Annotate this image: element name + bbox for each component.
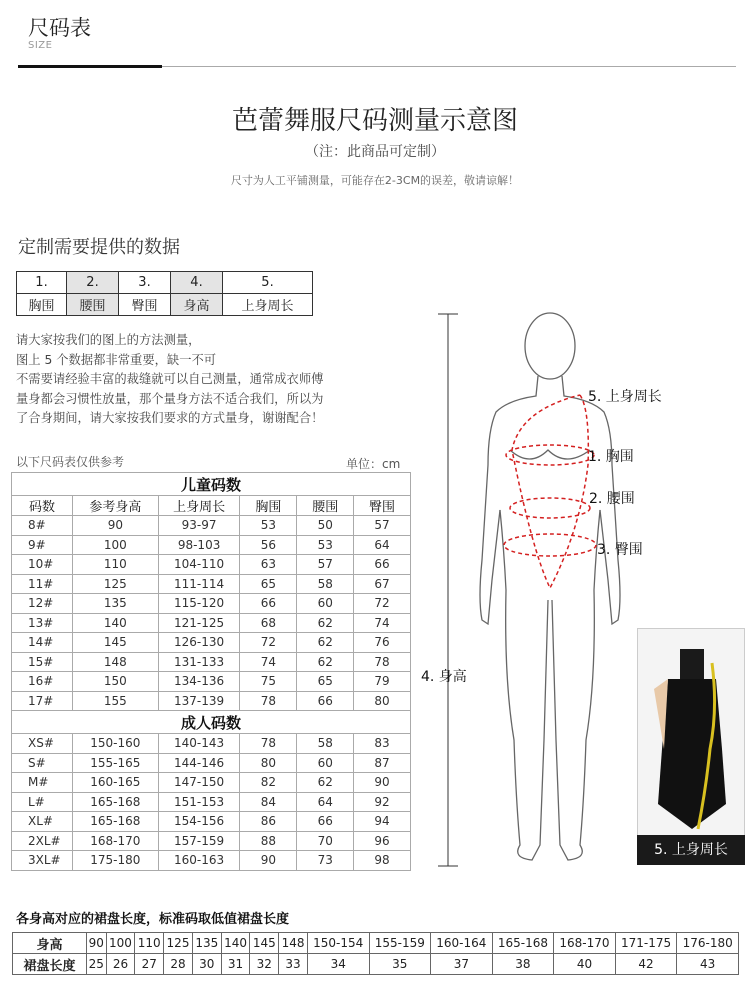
table-cell: 137-139 (158, 691, 240, 711)
column-header: 参考身高 (72, 496, 158, 516)
table-cell: 165-168 (72, 812, 158, 832)
measure-number: 4. (171, 272, 223, 294)
column-header: 码数 (12, 496, 73, 516)
table-cell: 79 (354, 672, 411, 692)
table-cell: 110 (72, 555, 158, 575)
size-table (11, 472, 411, 871)
table-cell: 135 (72, 594, 158, 614)
column-header: 腰围 (297, 496, 354, 516)
table-cell: 171-175 (615, 933, 677, 954)
table-row (12, 792, 411, 812)
instructions (16, 331, 416, 429)
column-header: 臀围 (354, 496, 411, 516)
table-cell: 25 (87, 954, 107, 975)
table-cell: 145 (250, 933, 279, 954)
table-cell: 66 (354, 555, 411, 575)
table-cell: 98-103 (158, 535, 240, 555)
kids-size-caption: 儿童码数 (12, 473, 411, 496)
table-row (12, 555, 411, 575)
leotard-photo (637, 628, 745, 865)
page-header-subtitle: SIZE (28, 40, 53, 51)
table-cell: 74 (240, 652, 297, 672)
table-cell: 100 (72, 535, 158, 555)
table-cell: 43 (677, 954, 739, 975)
measure-number: 1. (17, 272, 67, 294)
table-cell: 27 (135, 954, 164, 975)
table-cell: 90 (72, 516, 158, 536)
table-cell: 111-114 (158, 574, 240, 594)
table-cell: 88 (240, 831, 297, 851)
table-cell: 86 (240, 812, 297, 832)
table-cell: 14# (12, 633, 73, 653)
table-cell: 58 (297, 734, 354, 754)
size-table-header-row (12, 496, 411, 516)
table-cell: 58 (297, 574, 354, 594)
table-cell: 32 (250, 954, 279, 975)
measure-guides (504, 395, 596, 588)
table-cell: 12# (12, 594, 73, 614)
table-cell: 78 (354, 652, 411, 672)
disclaimer: 尺寸为人工平铺测量，可能存在2-3CM的误差，敬请谅解！ (230, 174, 520, 187)
main-title: 芭蕾舞服尺码测量示意图 (231, 106, 518, 136)
header-divider-accent (18, 65, 162, 68)
table-row (12, 773, 411, 793)
table-cell: 93-97 (158, 516, 240, 536)
table-cell: 35 (369, 954, 431, 975)
leotard-image (638, 629, 745, 865)
table-cell: 66 (240, 594, 297, 614)
table-row (12, 812, 411, 832)
measurement-items-table (16, 271, 313, 316)
table-cell: 17# (12, 691, 73, 711)
table-cell: 110 (135, 933, 164, 954)
table-cell: 148 (72, 652, 158, 672)
measure-item: 腰围 (67, 294, 119, 316)
photo-caption: 5. 上身周长 (637, 835, 745, 865)
table-cell: 50 (297, 516, 354, 536)
table-cell: 10# (12, 555, 73, 575)
waist-label: 2. 腰围 (589, 491, 635, 507)
measure-item: 上身周长 (223, 294, 313, 316)
table-cell: 57 (354, 516, 411, 536)
table-cell: 176-180 (677, 933, 739, 954)
measure-number: 2. (67, 272, 119, 294)
table-cell: 72 (354, 594, 411, 614)
table-cell: 155 (72, 691, 158, 711)
table-cell: 96 (354, 831, 411, 851)
table-cell: 82 (240, 773, 297, 793)
table-cell: 145 (72, 633, 158, 653)
table-cell: 62 (297, 652, 354, 672)
torso-label: 5. 上身周长 (588, 389, 662, 405)
table-cell: 57 (297, 555, 354, 575)
table-cell: 53 (240, 516, 297, 536)
table-cell: 74 (354, 613, 411, 633)
custom-section-title: 定制需要提供的数据 (18, 237, 180, 258)
table-row (12, 613, 411, 633)
instruction-line: 了合身期间，请大家按我们要求的方式量身，谢谢配合！ (16, 411, 324, 426)
reference-note: 以下尺码表仅供参考 (16, 455, 125, 469)
table-cell: 37 (431, 954, 493, 975)
table-cell: 135 (192, 933, 221, 954)
table-cell: 38 (492, 954, 554, 975)
table-cell: 11# (12, 574, 73, 594)
table-cell: 42 (615, 954, 677, 975)
table-cell: 78 (240, 734, 297, 754)
table-cell: 73 (297, 851, 354, 871)
table-cell: 92 (354, 792, 411, 812)
table-cell: 151-153 (158, 792, 240, 812)
table-cell: 83 (354, 734, 411, 754)
table-cell: 155-159 (369, 933, 431, 954)
table-cell: 157-159 (158, 831, 240, 851)
measure-item: 身高 (171, 294, 223, 316)
table-cell: 148 (279, 933, 308, 954)
table-cell: 31 (221, 954, 250, 975)
measure-item: 臀围 (119, 294, 171, 316)
column-header: 胸围 (240, 496, 297, 516)
table-cell: 66 (297, 691, 354, 711)
table-cell: 121-125 (158, 613, 240, 633)
table-cell: 30 (192, 954, 221, 975)
measure-number: 5. (223, 272, 313, 294)
hip-label: 3. 臀围 (597, 542, 643, 558)
height-measure-line (438, 314, 458, 866)
instruction-line: 请大家按我们的图上的方法测量， (16, 333, 201, 347)
table-row (12, 535, 411, 555)
table-cell: 125 (72, 574, 158, 594)
row-label: 身高 (13, 933, 87, 954)
instruction-line: 图上 5 个数据都非常重要，缺一不可 (16, 352, 217, 367)
adult-size-caption: 成人码数 (12, 711, 411, 734)
table-cell: 175-180 (72, 851, 158, 871)
table-cell: 62 (297, 773, 354, 793)
kids-size-caption-row (12, 473, 411, 496)
measure-number: 3. (119, 272, 171, 294)
table-cell: 98 (354, 851, 411, 871)
table-cell: 26 (106, 954, 135, 975)
row-label: 裙盘长度 (13, 954, 87, 975)
table-cell: 80 (240, 753, 297, 773)
table-row (12, 633, 411, 653)
column-header: 上身周长 (158, 496, 240, 516)
table-row (12, 516, 411, 536)
table-row (12, 851, 411, 871)
custom-note: （注：此商品可定制） (305, 144, 445, 160)
page-header-title: 尺码表 (28, 16, 91, 40)
measure-item: 胸围 (17, 294, 67, 316)
table-cell: 64 (354, 535, 411, 555)
table-cell: 65 (297, 672, 354, 692)
table-cell: L# (12, 792, 73, 812)
table-cell: 126-130 (158, 633, 240, 653)
table-cell: M# (12, 773, 73, 793)
table-cell: 90 (354, 773, 411, 793)
table-cell: 72 (240, 633, 297, 653)
table-cell: 150-154 (307, 933, 369, 954)
table-cell: 150-160 (72, 734, 158, 754)
instruction-line: 不需要请经验丰富的裁缝就可以自己测量，通常成衣师傅 (16, 372, 324, 387)
table-cell: 147-150 (158, 773, 240, 793)
table-cell: 90 (87, 933, 107, 954)
table-cell: 140-143 (158, 734, 240, 754)
table-cell: 165-168 (492, 933, 554, 954)
table-cell: 8# (12, 516, 73, 536)
table-cell: XL# (12, 812, 73, 832)
table-cell: 65 (240, 574, 297, 594)
table-cell: 62 (297, 633, 354, 653)
table-cell: 33 (279, 954, 308, 975)
instruction-line: 量身都会习惯性放量，那个量身方法不适合我们，所以为 (16, 391, 324, 406)
table-cell: 104-110 (158, 555, 240, 575)
table-cell: 125 (164, 933, 193, 954)
table-cell: 56 (240, 535, 297, 555)
table-cell: 9# (12, 535, 73, 555)
table-cell: 40 (554, 954, 616, 975)
table-cell: 16# (12, 672, 73, 692)
table-cell: 62 (297, 613, 354, 633)
table-cell: 15# (12, 652, 73, 672)
table-cell: 155-165 (72, 753, 158, 773)
table-cell: 66 (297, 812, 354, 832)
table-cell: 70 (297, 831, 354, 851)
unit-label: 单位：cm (346, 457, 401, 471)
table-cell: 115-120 (158, 594, 240, 614)
table-cell: 76 (354, 633, 411, 653)
table-cell: 13# (12, 613, 73, 633)
table-cell: 160-163 (158, 851, 240, 871)
table-cell: 94 (354, 812, 411, 832)
table-cell: 160-165 (72, 773, 158, 793)
bust-label: 1. 胸围 (588, 449, 634, 465)
table-cell: 168-170 (554, 933, 616, 954)
skirt-height-row (13, 933, 739, 954)
height-label: 4. 身高 (421, 669, 467, 685)
table-cell: 34 (307, 954, 369, 975)
table-cell: 140 (221, 933, 250, 954)
table-row (12, 691, 411, 711)
table-cell: 78 (240, 691, 297, 711)
table-cell: S# (12, 753, 73, 773)
table-cell: 63 (240, 555, 297, 575)
table-row (12, 672, 411, 692)
table-cell: 90 (240, 851, 297, 871)
table-cell: 60 (297, 594, 354, 614)
table-cell: 80 (354, 691, 411, 711)
table-cell: 3XL# (12, 851, 73, 871)
table-cell: 168-170 (72, 831, 158, 851)
table-cell: 160-164 (431, 933, 493, 954)
adult-size-caption-row (12, 711, 411, 734)
table-cell: 87 (354, 753, 411, 773)
table-cell: 68 (240, 613, 297, 633)
table-cell: 154-156 (158, 812, 240, 832)
table-cell: 67 (354, 574, 411, 594)
table-row (12, 734, 411, 754)
table-cell: 84 (240, 792, 297, 812)
table-row (12, 574, 411, 594)
table-cell: 140 (72, 613, 158, 633)
table-cell: 144-146 (158, 753, 240, 773)
skirt-length-table (12, 932, 739, 975)
skirt-length-title: 各身高对应的裙盘长度，标准码取低值裙盘长度 (16, 912, 290, 927)
table-row (12, 652, 411, 672)
table-row (12, 594, 411, 614)
table-cell: 131-133 (158, 652, 240, 672)
table-cell: 165-168 (72, 792, 158, 812)
table-cell: XS# (12, 734, 73, 754)
table-cell: 2XL# (12, 831, 73, 851)
table-row (12, 831, 411, 851)
table-cell: 60 (297, 753, 354, 773)
table-cell: 134-136 (158, 672, 240, 692)
table-row (12, 753, 411, 773)
table-cell: 100 (106, 933, 135, 954)
table-cell: 28 (164, 954, 193, 975)
table-cell: 75 (240, 672, 297, 692)
table-cell: 64 (297, 792, 354, 812)
skirt-length-row (13, 954, 739, 975)
table-cell: 150 (72, 672, 158, 692)
table-cell: 53 (297, 535, 354, 555)
